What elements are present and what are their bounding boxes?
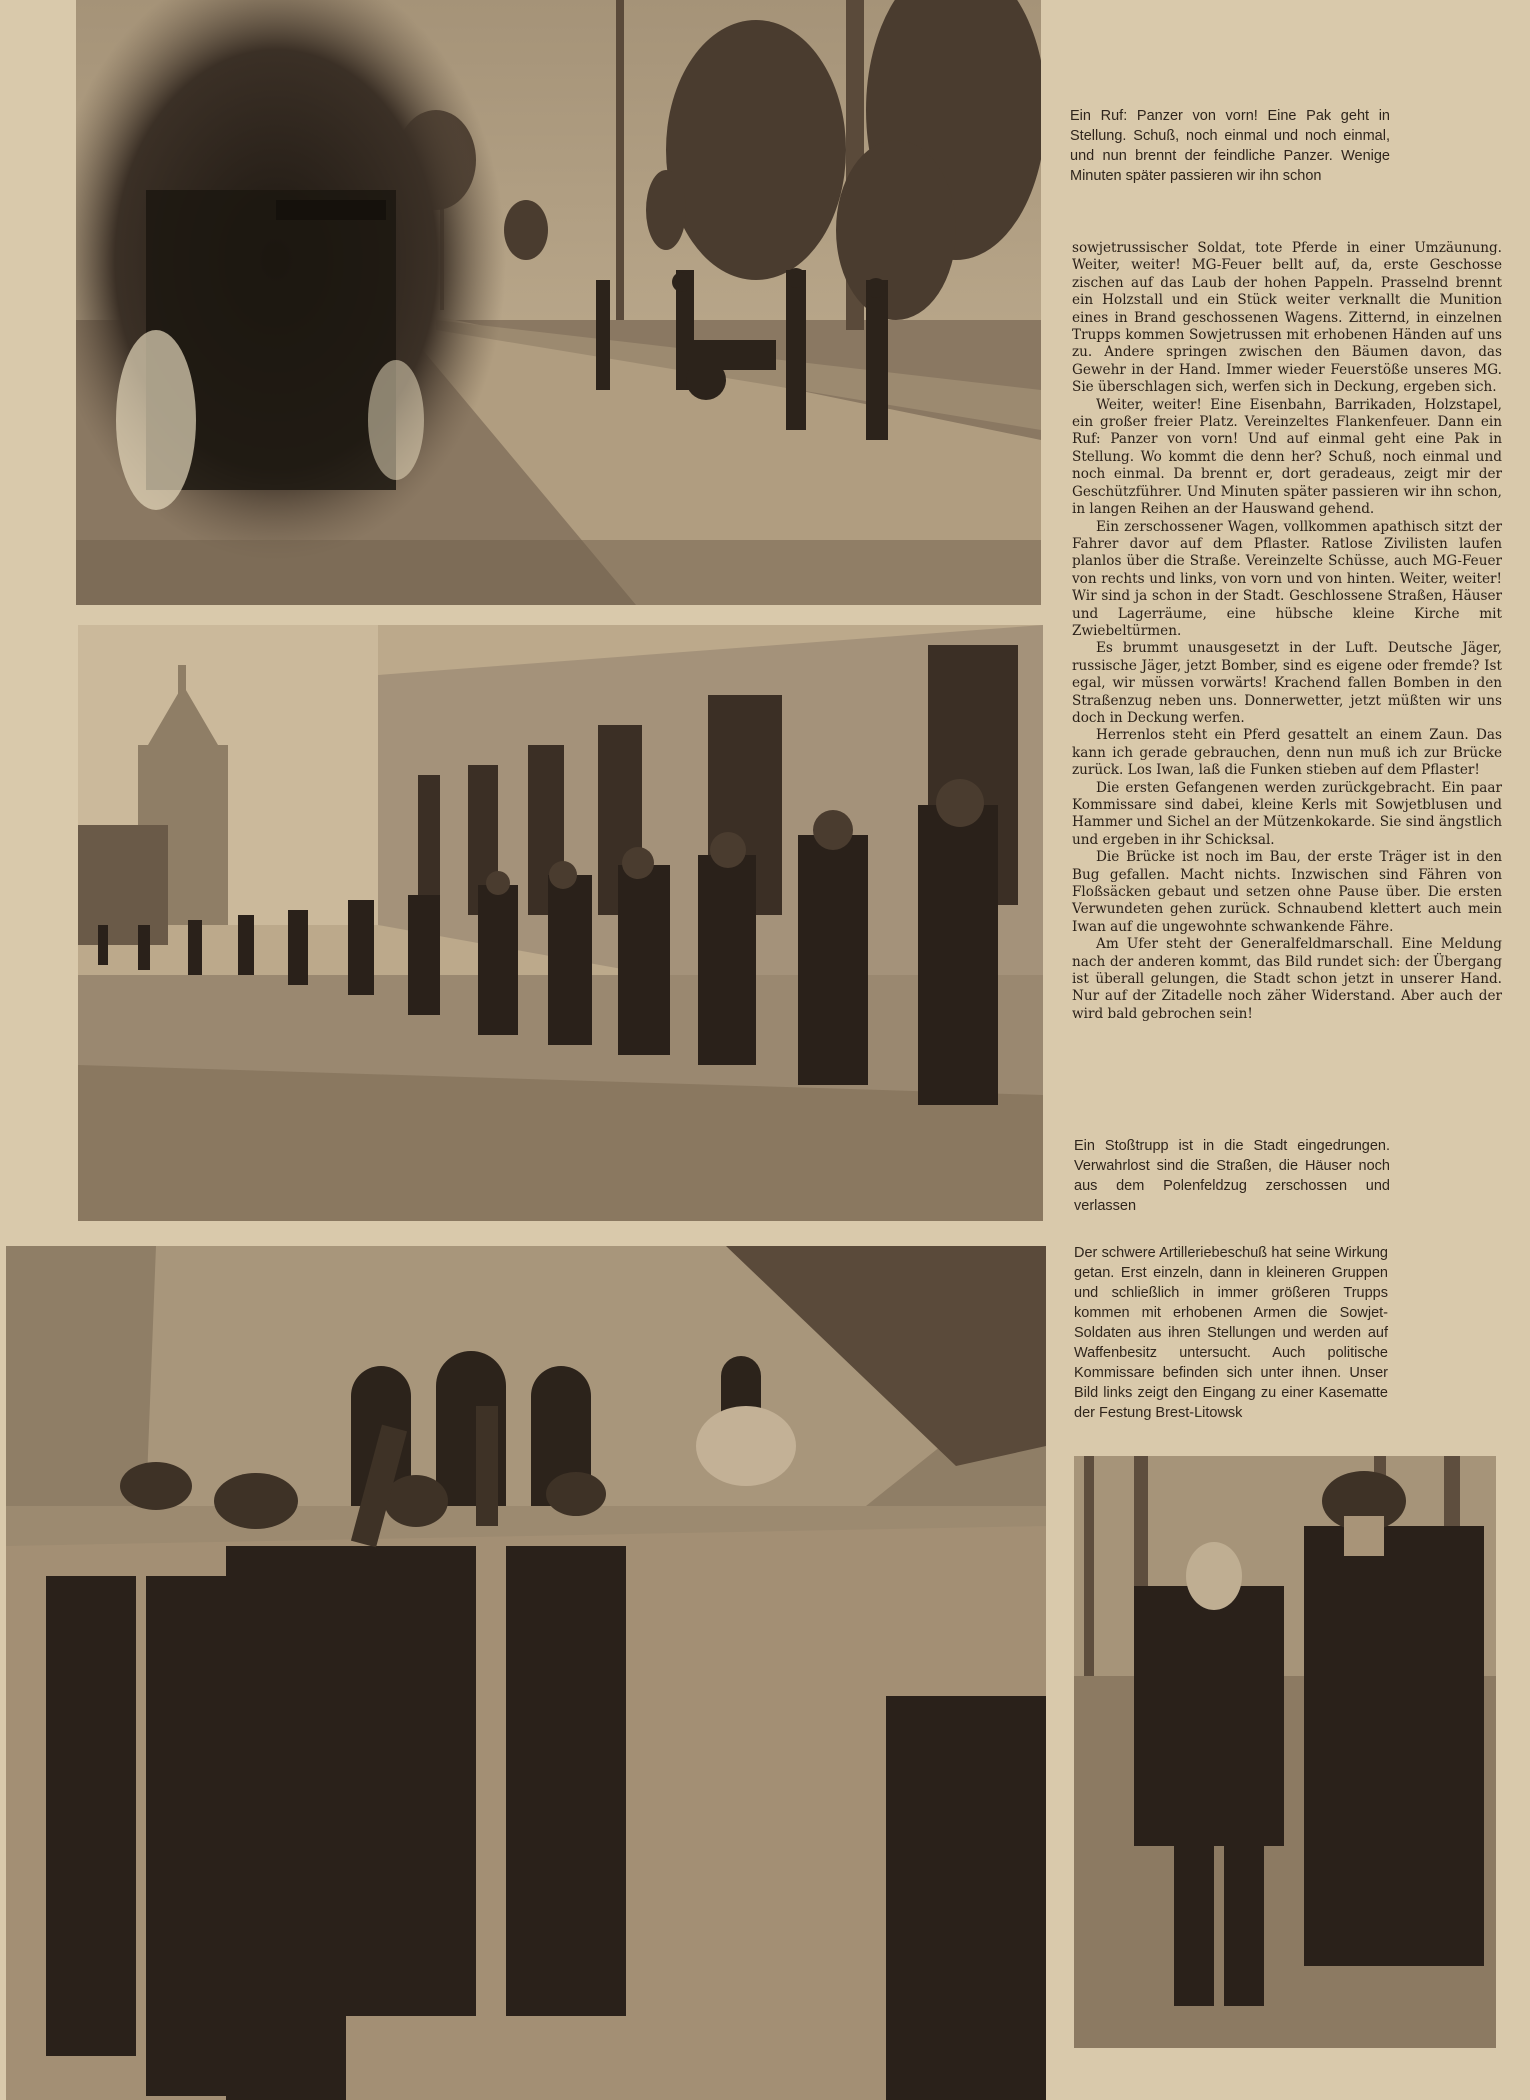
article-paragraph: Es brummt unausgesetzt in der Luft. Deutsche Jäger, russische Jäger, jetzt Bomber, sind es eigene oder fremde? Ist egal, wir müssen vorwärts! Krachend fallen Bomben in den Straßenzug neben uns. Donnerwetter, jetzt müßten wir uns doch in Deckung werfen.: [1072, 640, 1502, 726]
photo-burning-tank: [76, 0, 1041, 605]
photo-casemate-prisoners: [6, 1246, 1046, 2100]
article-paragraph: Am Ufer steht der Generalfeldmarschall. Eine Meldung nach der anderen kommt, das Bild rundet sich: der Übergang ist überall gelungen, die Stadt schon jetzt in unserer Hand. Nur auf der Zitadelle noch zäher Widerstand. Aber auch der wird bald gebrochen sein!: [1072, 936, 1502, 1022]
article-paragraph: Die ersten Gefangenen werden zurückgebracht. Ein paar Kommissare sind dabei, kleine Kerls mit Sowjetblusen und Hammer und Sichel an der Mützenkokarde. Sie sind ängstlich und ergeben in ihr Schicksal.: [1072, 779, 1502, 848]
photo-street-column: [78, 625, 1043, 1221]
article-paragraph: Herrenlos steht ein Pferd gesattelt an einem Zaun. Das kann ich gerade gebrauchen, denn nun muß ich zur Brücke zurück. Los Iwan, laß die Funken stieben auf dem Pflaster!: [1072, 727, 1502, 779]
caption-city: [1074, 1136, 1390, 1216]
caption-tank-text: Ein Ruf: Panzer von vorn! Eine Pak geht in Stellung. Schuß, noch einmal und noch einmal, und nun brennt der feindliche Panzer. Wenige Minuten später passieren wir ihn schon: [1070, 108, 1390, 184]
article-body: [1072, 240, 1502, 1023]
caption-casemate-text: Der schwere Artilleriebeschuß hat seine Wirkung getan. Erst einzeln, dann in kleineren Gruppen und schließlich in immer größeren Trupps kommen mit erhobenen Armen die Sowjet-Soldaten aus ihren Stellungen und werden auf Waffenbesitz untersucht. Auch politische Kommissare befinden sich unter ihnen. Unser Bild links zeigt den Eingang zu einer Kasematte der Festung Brest-Litowsk: [1074, 1245, 1388, 1421]
article-paragraph: Die Brücke ist noch im Bau, der erste Träger ist in den Bug gefallen. Macht nichts. Inzwischen sind Fähren von Floßsäcken gebaut und setzen ohne Pause über. Die ersten Verwundeten gehen zurück. Schnaubend klettert auch mein Iwan auf die ungewohnte schwankende Fähre.: [1072, 849, 1502, 935]
article-paragraph: Weiter, weiter! Eine Eisenbahn, Barrikaden, Holzstapel, ein großer freier Platz. Vereinzeltes Flankenfeuer. Dann ein Ruf: Panzer von vorn! Und auf einmal geht eine Pak in Stellung. Wo kommt die denn her? Schuß, noch einmal und noch einmal. Da brennt er, dort geradeaus, zeigt mir der Geschützführer. Und Minuten später passieren wir ihn schon, in langen Reihen an der Hauswand gehend.: [1072, 396, 1502, 518]
caption-casemate: [1074, 1243, 1388, 1423]
caption-city-text: Ein Stoßtrupp ist in die Stadt eingedrungen. Verwahrlost sind die Straßen, die Häuser noch aus dem Polenfeldzug zerschossen und verlassen: [1074, 1138, 1390, 1214]
caption-tank: [1070, 106, 1390, 186]
article-paragraph: Ein zerschossener Wagen, vollkommen apathisch sitzt der Fahrer davor auf dem Pflaster. Ratlose Zivilisten laufen planlos über die Straße. Vereinzelte Schüsse, auch MG-Feuer von rechts und links, von vorn und von hinten. Weiter, weiter! Wir sind ja schon in der Stadt. Geschlossene Straßen, Häuser und Lagerräume, eine hübsche kleine Kirche mit Zwiebeltürmen.: [1072, 518, 1502, 639]
photo-prisoner-search: [1074, 1456, 1496, 2048]
article-paragraph: sowjetrussischer Soldat, tote Pferde in einer Umzäunung. Weiter, weiter! MG-Feuer bellt auf, da, erste Geschosse zischen auf das Laub der hohen Pappeln. Prasselnd brennt ein Holzstall und ein Stück weiter verknallt die Munition eines in Brand geschossenen Wagens. Zitternd, in einzelnen Trupps kommen Sowjetrussen mit erhobenen Händen auf uns zu. Andere springen zwischen den Bäumen davon, das Gewehr in der Hand. Immer wieder Feuerstöße unseres MG. Sie überschlagen sich, werfen sich in Deckung, ergeben sich.: [1072, 240, 1502, 396]
